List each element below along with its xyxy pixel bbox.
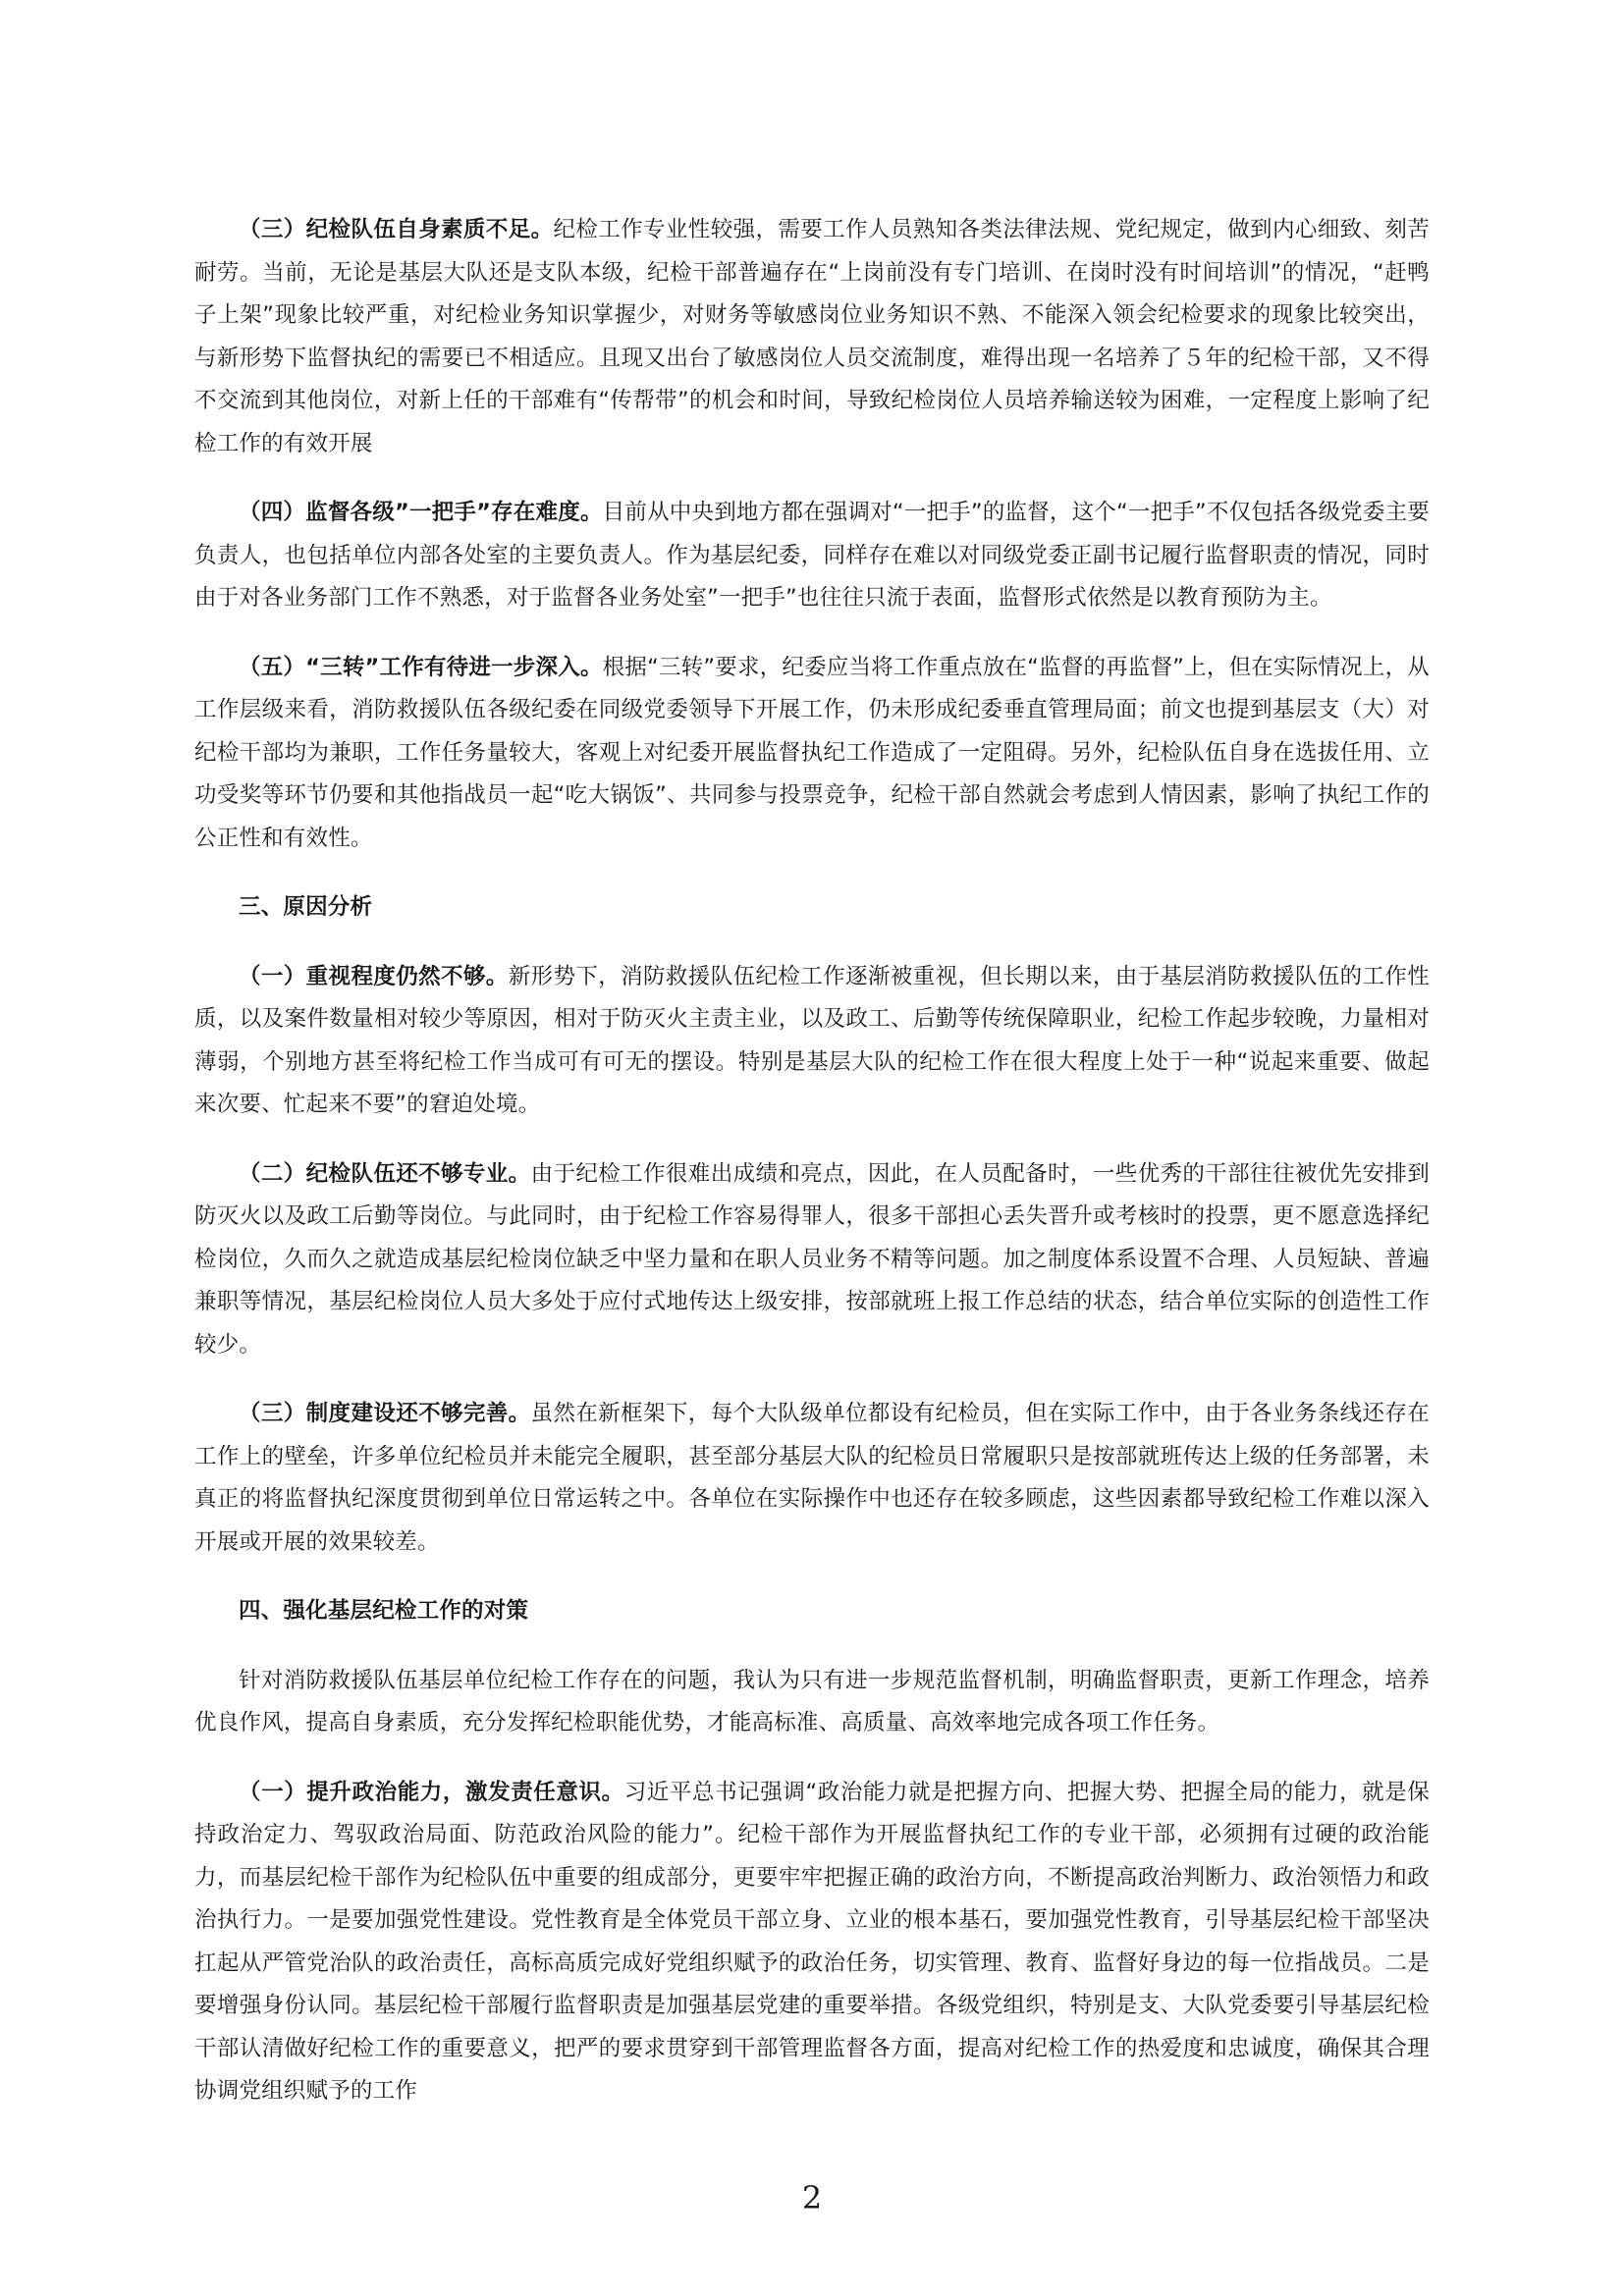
paragraph-lead: （一）提升政治能力，激发责任意识。 — [239, 1779, 624, 1805]
paragraph-lead: （四）监督各级”一把手”存在难度。 — [239, 500, 603, 525]
paragraph-text: 新形势下，消防救援队伍纪检工作逐渐被重视，但长期以来，由于基层消防救援队伍的工作性质，以及案件数量相对较少等原因，相对于防灭火主责主业，以及政工、后勤等传统保障职业，纪检工作起步较晚，力量相对薄弱，个别地方甚至将纪检工作当成可有可无的摆设。特别是基层大队的纪检工作在很大程度上处于一种“说起来重要、做起来次要、忙起来不要”的窘迫处境。 — [194, 963, 1430, 1117]
paragraph-3-4-supervision — [194, 492, 1430, 620]
paragraph-lead: （三）制度建设还不够完善。 — [239, 1401, 531, 1426]
paragraph-lead: （一）重视程度仍然不够。 — [239, 963, 509, 989]
paragraph-lead: （五）“三转”工作有待进一步深入。 — [239, 654, 603, 680]
paragraph-text: 虽然在新框架下，每个大队级单位都设有纪检员，但在实际工作中，由于各业务条线还存在工作上的壁垒，许多单位纪检员并未能完全履职，甚至部分基层大队的纪检员日常履职只是按部就班传达上级的任务部署，未真正的将监督执纪深度贯彻到单位日常运转之中。各单位在实际操作中也还存在较多顾虑，这些因素都导致纪检工作难以深入开展或开展的效果较差。 — [194, 1401, 1430, 1555]
paragraph-cause-1 — [194, 956, 1430, 1127]
paragraph-text: 纪检工作专业性较强，需要工作人员熟知各类法律法规、党纪规定，做到内心细致、刻苦耐劳。当前，无论是基层大队还是支队本级，纪检干部普遍存在“上岗前没有专门培训、在岗时没有时间培训”的情况，“赶鸭子上架”现象比较严重，对纪检业务知识掌握少，对财务等敏感岗位业务知识不熟、不能深入领会纪检要求的现象比较突出，与新形势下监督执纪的需要已不相适应。且现又出台了敏感岗位人员交流制度，难得出现一名培养了５年的纪检干部，又不得不交流到其他岗位，对新上任的干部难有“传帮带”的机会和时间，导致纪检岗位人员培养输送较为困难，一定程度上影响了纪检工作的有效开展 — [194, 217, 1430, 456]
section-heading-cause-analysis: 三、原因分析 — [239, 894, 373, 920]
paragraph-text: 习近平总书记强调“政治能力就是把握方向、把握大势、把握全局的能力，就是保持政治定力、驾驭政治局面、防范政治风险的能力”。纪检干部作为开展监督执纪工作的专业干部，必须拥有过硬的政治能力，而基层纪检干部作为纪检队伍中重要的组成部分，更要牢牢把握正确的政治方向，不断提高政治判断力、政治领悟力和政治执行力。一是要加强党性建设。党性教育是全体党员干部立身、立业的根本基石，要加强党性教育，引导基层纪检干部坚决扛起从严管党治队的政治责任，高标高质完成好党组织赋予的政治任务，切实管理、教育、监督好身边的每一位指战员。二是要增强身份认同。基层纪检干部履行监督职责是加强基层党建的重要举措。各级党组织，特别是支、大队党委要引导基层纪检干部认清做好纪检工作的重要意义，把严的要求贯穿到干部管理监督各方面，提高对纪检工作的热爱度和忠诚度，确保其合理协调党组织赋予的工作 — [194, 1779, 1431, 2104]
paragraph-text: 针对消防救援队伍基层单位纪检工作存在的问题，我认为只有进一步规范监督机制，明确监督职责，更新工作理念，培养优良作风，提高自身素质，充分发挥纪检职能优势，才能高标准、高质量、高效率地完成各项工作任务。 — [194, 1667, 1430, 1735]
document-body — [194, 209, 1430, 2140]
paragraph-cause-3 — [194, 1393, 1430, 1564]
paragraph-text: 根据“三转”要求，纪委应当将工作重点放在“监督的再监督”上，但在实际情况上，从工作层级来看，消防救援队伍各级纪委在同级党委领导下开展工作，仍未形成纪委垂直管理局面；前文也提到基层支（大）对纪检干部均为兼职，工作任务量较大，客观上对纪委开展监督执纪工作造成了一定阻碍。另外，纪检队伍自身在选拔任用、立功受奖等环节仍要和其他指战员一起“吃大锅饭”、共同参与投票竞争，纪检干部自然就会考虑到人情因素，影响了执纪工作的公正性和有效性。 — [194, 654, 1430, 851]
paragraph-lead: （三）纪检队伍自身素质不足。 — [239, 217, 554, 242]
paragraph-cause-2 — [194, 1153, 1430, 1367]
paragraph-3-3-quality — [194, 209, 1430, 465]
section-heading-countermeasures: 四、强化基层纪检工作的对策 — [239, 1598, 529, 1624]
paragraph-3-5-three-transformations — [194, 647, 1430, 861]
paragraph-countermeasure-1 — [194, 1772, 1430, 2113]
paragraph-lead: （二）纪检队伍还不够专业。 — [239, 1160, 531, 1187]
page-number: 2 — [801, 2179, 823, 2216]
paragraph-countermeasures-intro — [194, 1660, 1430, 1745]
paragraph-text: 由于纪检工作很难出成绩和亮点，因此，在人员配备时，一些优秀的干部往往被优先安排到防灭火以及政工后勤等岗位。与此同时，由于纪检工作容易得罪人，很多干部担心丢失晋升或考核时的投票，更不愿意选择纪检岗位，久而久之就造成基层纪检岗位缺乏中坚力量和在职人员业务不精等问题。加之制度体系设置不合理、人员短缺、普遍兼职等情况，基层纪检岗位人员大多处于应付式地传达上级安排，按部就班上报工作总结的状态，结合单位实际的创造性工作较少。 — [194, 1160, 1430, 1358]
paragraph-text: 目前从中央到地方都在强调对“一把手”的监督，这个“一把手”不仅包括各级党委主要负责人，也包括单位内部各处室的主要负责人。作为基层纪委，同样存在难以对同级党委正副书记履行监督职责的情况，同时由于对各业务部门工作不熟悉，对于监督各业务处室”一把手”也往往只流于表面，监督形式依然是以教育预防为主。 — [194, 500, 1430, 611]
